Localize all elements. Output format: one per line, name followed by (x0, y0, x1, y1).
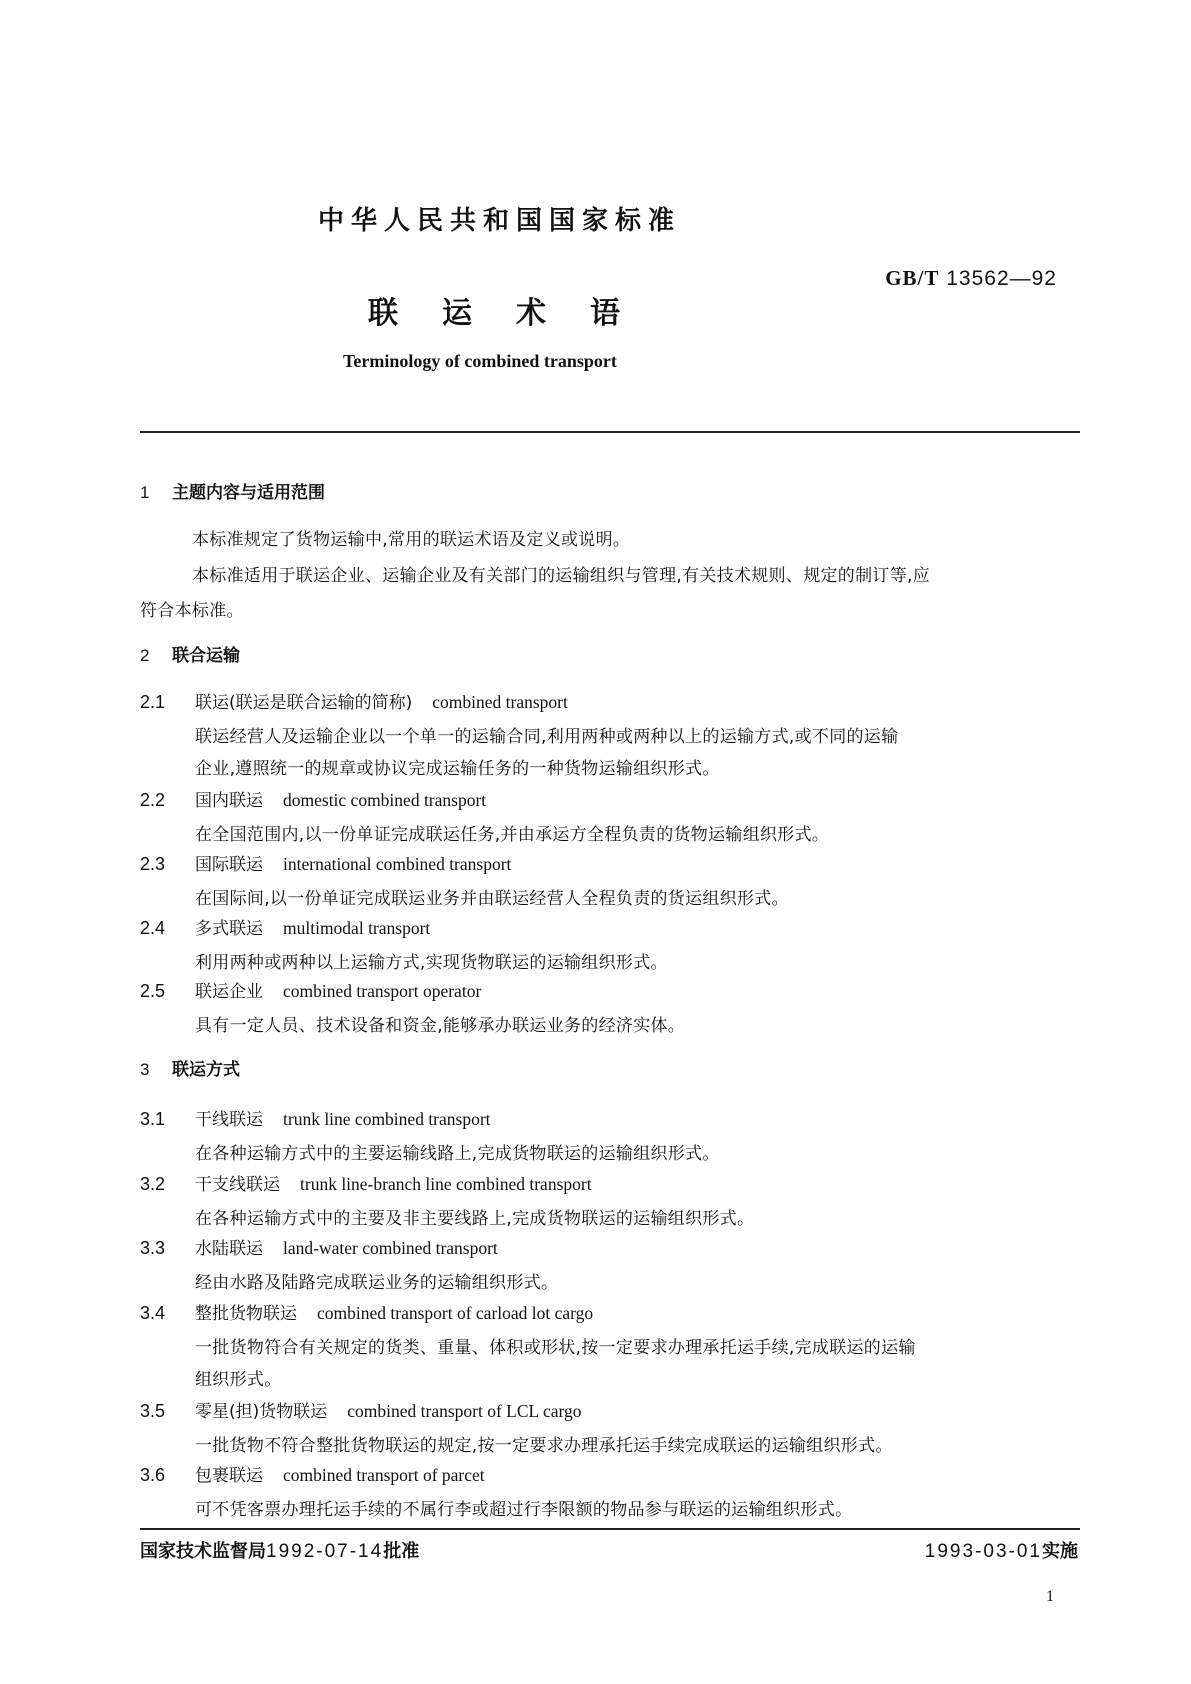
section-number: 2 (140, 646, 150, 665)
term-number: 3.3 (140, 1238, 166, 1258)
section-heading (140, 1055, 240, 1080)
document-title-en: Terminology of combined transport (343, 351, 617, 371)
term-english: trunk line-branch line combined transport (300, 1174, 592, 1194)
section-title: 联合运输 (172, 646, 240, 666)
section-title: 联运方式 (172, 1060, 240, 1080)
national-standard-heading: 中华人民共和国国家标准 (318, 206, 682, 236)
term-english: combined transport operator (283, 981, 482, 1001)
section-number: 1 (140, 483, 150, 502)
approval-info (140, 1537, 419, 1563)
term-chinese: 国际联运 (195, 855, 263, 875)
term-definition: 联运经营人及运输企业以一个单一的运输合同,利用两种或两种以上的运输方式,或不同的运输 (195, 727, 899, 747)
term-chinese: 干线联运 (195, 1110, 263, 1130)
term-entry (140, 850, 511, 875)
term-entry (140, 977, 481, 1002)
term-number: 3.2 (140, 1174, 166, 1194)
term-number: 2.2 (140, 790, 166, 810)
term-entry (140, 1234, 498, 1259)
approval-date: 1992-07-14 (266, 1541, 384, 1562)
effective-label: 实施 (1042, 1541, 1078, 1562)
term-entry (140, 1105, 491, 1130)
term-number: 2.5 (140, 981, 166, 1001)
term-entry (140, 1170, 592, 1195)
term-definition: 一批货物符合有关规定的货类、重量、体积或形状,按一定要求办理承托运手续,完成联运的运输 (195, 1338, 916, 1358)
term-english: land-water combined transport (283, 1238, 498, 1258)
approval-label: 批准 (383, 1541, 420, 1562)
term-entry (140, 914, 430, 939)
header-divider (140, 431, 1080, 433)
term-definition: 企业,遵照统一的规章或协议完成运输任务的一种货物运输组织形式。 (195, 759, 720, 779)
term-definition: 经由水路及陆路完成联运业务的运输组织形式。 (195, 1273, 559, 1293)
term-number: 3.4 (140, 1303, 166, 1323)
term-english: combined transport of parcet (283, 1465, 485, 1485)
term-chinese: 整批货物联运 (195, 1304, 297, 1324)
term-definition: 在全国范围内,以一份单证完成联运任务,并由承运方全程负责的货物运输组织形式。 (195, 825, 830, 845)
term-english: combined transport of LCL cargo (347, 1401, 582, 1421)
standard-code: 13562—92 (946, 267, 1057, 290)
term-entry (140, 1397, 582, 1422)
footer-divider (140, 1528, 1080, 1530)
document-title-cn: 联运术语 (368, 296, 664, 331)
term-number: 2.4 (140, 918, 166, 938)
paragraph-line: 符合本标准。 (140, 601, 244, 621)
term-entry (140, 1299, 593, 1324)
term-entry (140, 1461, 485, 1486)
term-english: domestic combined transport (283, 790, 487, 810)
page-number: 1 (1046, 1588, 1054, 1605)
paragraph-line: 本标准规定了货物运输中,常用的联运术语及定义或说明。 (192, 530, 631, 550)
section-heading (140, 641, 240, 666)
term-chinese: 包裹联运 (195, 1466, 263, 1486)
term-definition: 利用两种或两种以上运输方式,实现货物联运的运输组织形式。 (195, 953, 668, 973)
term-english: combined transport of carload lot cargo (317, 1303, 594, 1323)
term-english: multimodal transport (283, 918, 431, 938)
standard-prefix: GB/T (885, 266, 940, 290)
term-number: 3.6 (140, 1465, 166, 1485)
term-definition: 在各种运输方式中的主要运输线路上,完成货物联运的运输组织形式。 (195, 1144, 720, 1164)
term-number: 2.1 (140, 692, 166, 712)
term-definition: 可不凭客票办理托运手续的不属行李或超过行李限额的物品参与联运的运输组织形式。 (195, 1500, 853, 1520)
issuer: 国家技术监督局 (140, 1541, 266, 1562)
term-english: trunk line combined transport (283, 1109, 491, 1129)
term-definition: 组织形式。 (195, 1370, 282, 1390)
effective-info (925, 1537, 1078, 1563)
paragraph-line: 本标准适用于联运企业、运输企业及有关部门的运输组织与管理,有关技术规则、规定的制订等,应 (192, 566, 931, 586)
term-entry (140, 786, 486, 811)
term-definition: 具有一定人员、技术设备和资金,能够承办联运业务的经济实体。 (195, 1016, 686, 1036)
term-chinese: 零星(担)货物联运 (195, 1402, 328, 1422)
term-chinese: 干支线联运 (195, 1175, 280, 1195)
term-english: combined transport (432, 692, 568, 712)
section-number: 3 (140, 1060, 150, 1079)
section-title: 主题内容与适用范围 (172, 483, 325, 503)
term-chinese: 多式联运 (195, 919, 263, 939)
term-entry (140, 688, 568, 713)
term-chinese: 水陆联运 (195, 1239, 263, 1259)
term-chinese: 联运(联运是联合运输的简称) (195, 693, 413, 713)
term-definition: 在各种运输方式中的主要及非主要线路上,完成货物联运的运输组织形式。 (195, 1209, 755, 1229)
term-number: 3.1 (140, 1109, 166, 1129)
effective-date: 1993-03-01 (924, 1541, 1042, 1562)
term-chinese: 国内联运 (195, 791, 263, 811)
term-number: 2.3 (140, 854, 166, 874)
standard-number (885, 266, 1057, 291)
term-english: international combined transport (283, 854, 512, 874)
term-number: 3.5 (140, 1401, 166, 1421)
term-chinese: 联运企业 (195, 982, 263, 1002)
term-definition: 一批货物不符合整批货物联运的规定,按一定要求办理承托运手续完成联运的运输组织形式。 (195, 1436, 893, 1456)
term-definition: 在国际间,以一份单证完成联运业务并由联运经营人全程负责的货运组织形式。 (195, 889, 789, 909)
section-heading (140, 478, 325, 503)
